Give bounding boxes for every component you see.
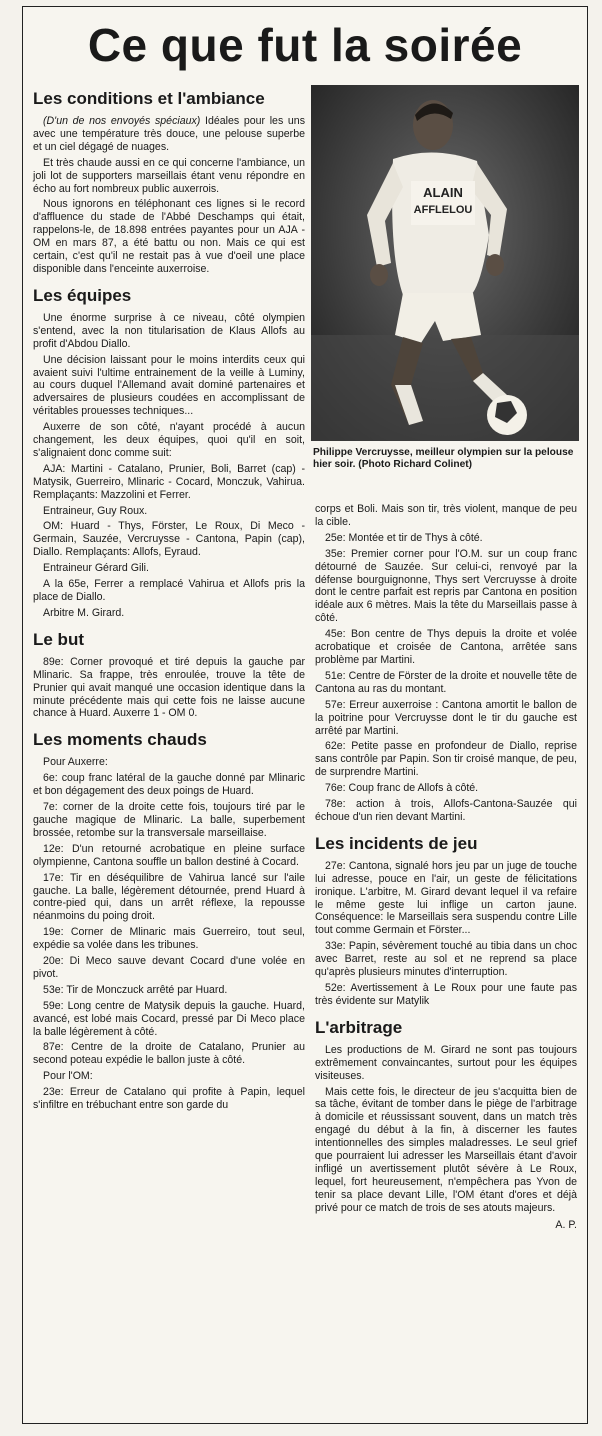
paragraph: 59e: Long centre de Matysik depuis la gauche. Huard, avancé, est lobé mais Cocard, pressé par Di Meco place la balle légèrement à côté. [33, 999, 305, 1038]
paragraph: 6e: coup franc latéral de la gauche donné par Mlinaric et bon dégagement des deux poings de Huard. [33, 772, 305, 798]
article-title: Ce que fut la soirée [87, 19, 523, 71]
paragraph: 76e: Coup franc de Allofs à côté. [325, 782, 479, 795]
paragraph: 20e: Di Meco sauve devant Cocard d'une volée en pivot. [33, 955, 305, 980]
paragraph: Une décision laissant pour le moins interdits ceux qui avaient suivi l'ultime entrainement de la veille à Luminy, au cours duquel l'Allemand avait dominé partenaires et adversaires de plusieurs coudées en accomplissant de véritables prouesses techniques... [33, 353, 305, 418]
paragraph: 45e: Bon centre de Thys depuis la droite et volée acrobatique et croisée de Cantona, arrêtée sans problème par Martini. [315, 628, 577, 666]
paragraph: 78e: action à trois, Allofs-Cantona-Sauzée qui échoue d'un rien devant Martini. [315, 798, 577, 823]
paragraph: 25e: Montée et tir de Thys à côté. [325, 531, 483, 544]
photo-caption: Philippe Vercruysse, meilleur olympien sur la pelouse hier soir. (Photo Richard Colinet) [313, 447, 574, 470]
paragraph: OM: Huard - Thys, Förster, Le Roux, Di Meco - Germain, Sauzée, Vercruysse - Cantona, Papin (cap), Diallo. Remplaçants: Allofs, Eyraud. [33, 520, 305, 559]
article [22, 6, 588, 1424]
shirt-sponsor-line1: ALAIN [423, 185, 463, 200]
author-signature: A. P. [555, 1218, 577, 1231]
paragraph: 35e: Premier corner pour l'O.M. sur un coup franc détourné de Sauzée. Sur celui-ci, renvoyé par la défense bourguignonne, Thys sert Vercruysse à droite dont le centre parfait est repris par Cantona en position idéale aux 6 mètres. Mais la tête du Marseillais passe à côté. [315, 547, 577, 625]
section-heading-equipes: Les équipes [33, 285, 132, 305]
paragraph: Entraineur, Guy Roux. [43, 504, 148, 517]
paragraph: Mais cette fois, le directeur de jeu s'acquitta bien de sa tâche, évitant de tomber dans le piège de l'arbitrage à domicile et réussissant souvent, dans un match très engagé du début à la fin, à discerner les fautes intentionnelles des simples maladresses. Le seul grief que pourraient lui adresser les Marseillais étant d'avoir infligé un avertissement plutôt sévère à Le Roux, lequel, fort heureusement, n'empêchera pas Yvon de tenir sa place devant Lille, l'OM étant d'ores et déjà privé pour ce match de trois de ses atouts majeurs. [315, 1085, 577, 1214]
paragraph: Nous ignorons en téléphonant ces lignes si le record d'affluence du stade de l'Abbé Deschamps qui était, rappelons-le, de 18.898 entrées payantes pour un AJA - OM en mars 87, a été battu ou non. Mais ce qui est certain, c'est qu'il ne restait pas à vue d'oeil une place disponible dans l'enceinte auxerroise. [33, 198, 305, 275]
paragraph: 12e: D'un retourné acrobatique en pleine surface olympienne, Cantona souffle un ballon destiné à Cocard. [33, 842, 305, 868]
paragraph: Les productions de M. Girard ne sont pas toujours extrêmement convaincantes, surtout pour les équipes visiteuses. [315, 1043, 577, 1082]
paragraph: 51e: Centre de Förster de la droite et nouvelle tête de Cantona au ras du montant. [315, 669, 577, 695]
paragraph: A la 65e, Ferrer a remplacé Vahirua et Allofs pris la place de Diallo. [33, 578, 305, 603]
paragraph: corps et Boli. Mais son tir, très violent, manque de peu la cible. [315, 503, 577, 528]
player-photo-illustration [311, 85, 579, 441]
paragraph: (D'un de nos envoyés spéciaux) Idéales pour les uns avec une température très douce, une pelouse superbe et un ciel dégagé de nuages. [33, 115, 305, 153]
shirt-sponsor-line2: AFFLELOU [413, 204, 473, 216]
byline: (D'un de nos envoyés spéciaux) [43, 115, 201, 127]
paragraph: Auxerre de son côté, n'ayant procédé à aucun changement, les deux équipes, quoi qu'il en soit, s'alignaient donc comme suit: [33, 421, 305, 459]
paragraph: 27e: Cantona, signalé hors jeu par un juge de touche lui adresse, pouce en l'air, un geste de félicitations ironique. L'arbitre, M. Girard devant lequel il va refaire le même geste lui inflige un carton jaune. Conséquence: le Marseillais sera suspendu contre Lille tout comme Germain et Förster... [315, 859, 577, 937]
paragraph: 52e: Avertissement à Le Roux pour une faute pas très évidente sur Matylik [315, 982, 577, 1007]
section-heading-arbitrage: L'arbitrage [315, 1017, 403, 1037]
paragraph: Pour l'OM: [43, 1070, 93, 1083]
paragraph: Pour Auxerre: [43, 756, 108, 769]
section-heading-conditions: Les conditions et l'ambiance [33, 89, 265, 108]
paragraph: 57e: Erreur auxerroise : Cantona amortit le ballon de la poitrine pour Vercruysse dont le tir du gauche est arrêté par Martini. [315, 698, 577, 737]
paragraph: 89e: Corner provoqué et tiré depuis la gauche par Mlinaric. Sa frappe, très enroulée, trouve la tête de Prunier qui avait manqué une occasion identique dans la minute précédente mais qui cette fois ne laisse aucune chance à Huard. Auxerre 1 - OM 0. [33, 655, 305, 720]
paragraph: Et très chaude aussi en ce qui concerne l'ambiance, un joli lot de supporters marseillais étant venu répondre en écho au fort nombreux public auxerrois. [33, 156, 305, 195]
paragraph: 19e: Corner de Mlinaric mais Guerreiro, tout seul, expédie sa volée dans les tribunes. [33, 926, 305, 952]
right-column [315, 503, 577, 1232]
paragraph: 17e: Tir en déséquilibre de Vahirua lancé sur l'aile gauche. La balle, légèrement détournée, prend Huard à contre-pied qui, dans un arrêt réflexe, la repousse néanmoins du poing droit. [33, 871, 305, 923]
paragraph: Arbitre M. Girard. [43, 606, 125, 619]
paragraph: AJA: Martini - Catalano, Prunier, Boli, Barret (cap) - Matysik, Guerreiro, Mlinaric - Cocard, Monczuk, Vahirua. Remplaçants: Mazzolini et Ferrer. [33, 462, 305, 501]
paragraph: 23e: Erreur de Catalano qui profite à Papin, lequel s'infiltre en trébuchant entre son garde du [33, 1086, 305, 1112]
section-heading-but: Le but [33, 629, 84, 649]
paragraph: 62e: Petite passe en profondeur de Diallo, reprise sans contrôle par Papin. Son tir croisé manque, de peu, de surprendre Martini. [315, 740, 577, 779]
paragraph: 87e: Centre de la droite de Catalano, Prunier au second poteau expédie le ballon juste à côté. [33, 1041, 305, 1067]
section-heading-moments: Les moments chauds [33, 730, 207, 750]
paragraph: 53e: Tir de Monczuck arrêté par Huard. [43, 983, 228, 996]
paragraph: 33e: Papin, sévèrement touché au tibia dans un choc avec Barret, reste au sol et ne reprend sa place qu'après plusieurs minutes d'interruption. [315, 940, 577, 979]
player-photo [311, 85, 579, 441]
left-column [33, 81, 305, 1115]
paragraph: Entraineur Gérard Gili. [43, 562, 149, 575]
section-heading-incidents: Les incidents de jeu [315, 833, 478, 853]
paragraph: 7e: corner de la droite cette fois, toujours tiré par le gauche magique de Mlinaric. La balle, superbement brossée, retombe sur la transversale marseillaise. [33, 801, 305, 839]
paragraph: Une énorme surprise à ce niveau, côté olympien s'entend, avec la non titularisation de Klaus Allofs au profit d'Abdou Diallo. [33, 311, 305, 350]
